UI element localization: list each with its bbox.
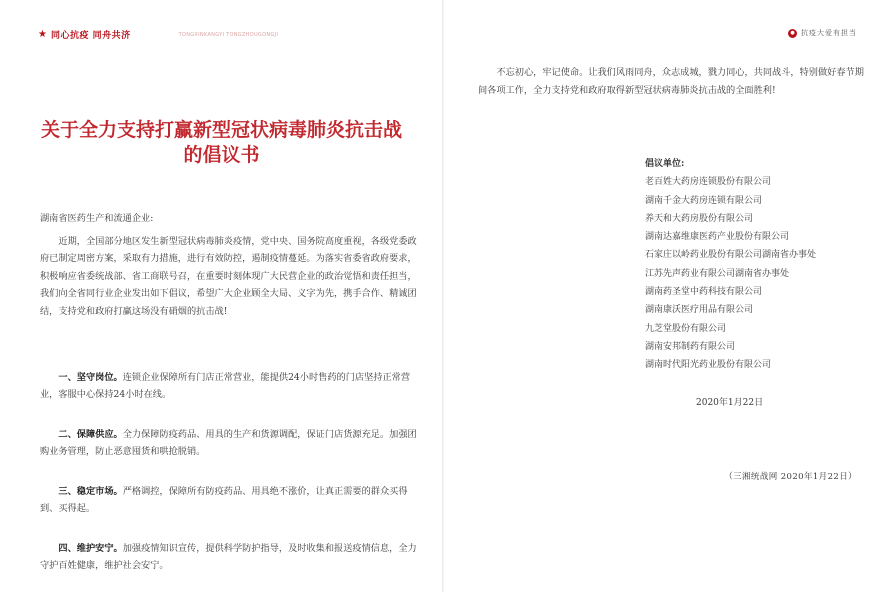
org-item: 养天和大药房股份有限公司 — [645, 213, 754, 224]
seal-icon: ● — [788, 29, 797, 38]
item-text: 连锁企业保障所有门店正常营业，能提供24小时售药的门店坚持正常营业，客服中心保持24小时在线。 — [40, 372, 411, 401]
org-item: 湖南安邦制药有限公司 — [645, 341, 736, 352]
org-item: 湖南时代阳光药业股份有限公司 — [645, 360, 772, 371]
proposal-item-3 — [40, 483, 418, 518]
header-right — [788, 28, 857, 38]
greeting: 湖南省医药生产和流通企业: — [40, 213, 154, 224]
item-text: 全力保障防疫药品、用具的生产和货源调配，保证门店货源充足。加强团购业务管理，防止恶意囤货和哄抢脱销。 — [40, 429, 417, 458]
intro-paragraph: 近期，全国部分地区发生新型冠状病毒肺炎疫情，党中央、国务院高度重视，各级党委政府已制定周密方案，采取有力措施，进行有效防控，遏制疫情蔓延。为落实省委省政府要求，积极响应省委统战部、省工商联号召，在重要时刻体现广大民营企业的政治觉悟和责任担当，我们向全省同行业企业发出如下倡议，希望广大企业顾全大局、义字为先，携手合作、精诚团结，支持党和政府打赢这场没有硝烟的抗击战! — [40, 236, 417, 317]
org-item: 湖南药圣堂中药科技有限公司 — [645, 287, 763, 298]
title-line-2: 的倡议书 — [183, 144, 260, 166]
proposal-item-4 — [40, 540, 418, 575]
document-date: 2020年1月22日 — [696, 398, 764, 408]
item-text: 加强疫情知识宣传，提供科学防护指导，及时收集和报送疫情信息，全力守护百姓健康，维护社会安宁。 — [40, 543, 417, 572]
header-subtitle: TONGXINKANGYI TONGZHOUGONGJI — [178, 31, 279, 38]
left-page — [0, 0, 443, 592]
proposal-item-2 — [40, 426, 418, 461]
orgs-title: 倡议单位: — [645, 159, 685, 169]
org-item: 江苏先声药业有限公司湖南省办事处 — [645, 268, 790, 279]
star-icon: ★ — [38, 29, 47, 40]
org-item: 湖南康沃医疗用品有限公司 — [645, 305, 754, 316]
item-heading: 一、坚守岗位。 — [58, 372, 123, 383]
org-item: 石家庄以岭药业股份有限公司湖南省办事处 — [645, 250, 817, 261]
closing-paragraph: 不忘初心，牢记使命。让我们风雨同舟，众志成城，戮力同心，共同战斗，特别做好春节期间各项工作，全力支持党和政府取得新型冠状病毒肺炎抗击战的全面胜利! — [478, 67, 864, 96]
initiating-organizations — [645, 155, 816, 375]
item-heading: 二、保障供应。 — [58, 429, 123, 440]
title-line-1: 关于全力支持打赢新型冠状病毒肺炎抗击战 — [40, 119, 402, 141]
source-citation: （三湘统战网 2020年1月22日） — [724, 472, 857, 482]
header-right-text: 抗疫大爱有担当 — [801, 29, 857, 37]
header-title: 同心抗疫 同舟共济 — [50, 31, 131, 41]
header-left — [38, 28, 278, 41]
org-item: 老百姓大药房连锁股份有限公司 — [645, 177, 772, 188]
item-text: 严格调控，保障所有防疫药品、用具绝不涨价，让真正需要的群众买得到、买得起。 — [40, 486, 408, 515]
orgs-list — [645, 173, 816, 374]
item-heading: 三、稳定市场。 — [58, 486, 123, 497]
org-item: 九芝堂股份有限公司 — [645, 323, 727, 334]
document-title — [0, 118, 443, 168]
org-item: 湖南达嘉维康医药产业股份有限公司 — [645, 232, 790, 243]
proposal-item-1 — [40, 369, 418, 404]
org-item: 湖南千金大药房连锁有限公司 — [645, 195, 763, 206]
item-heading: 四、维护安宁。 — [58, 543, 123, 554]
